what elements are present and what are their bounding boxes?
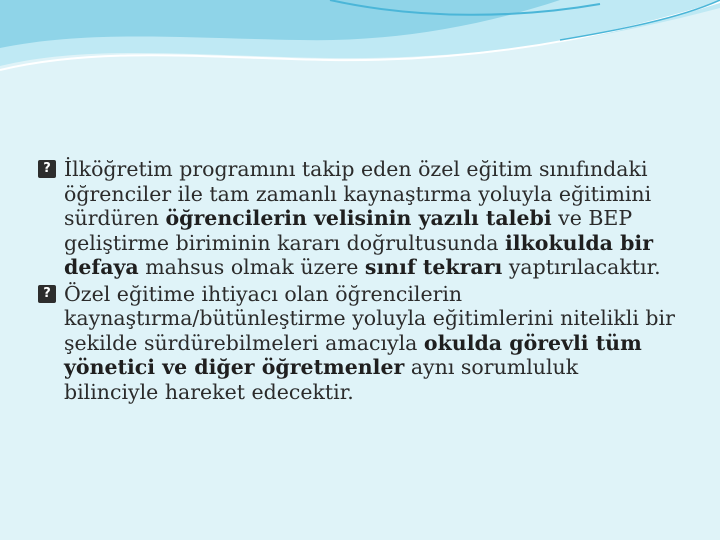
paragraph-1-seg-5: sınıf tekrarı: [364, 255, 503, 279]
bullet-paragraph-1: [38, 157, 678, 280]
bullet-content: [38, 157, 678, 406]
paragraph-1-seg-0: İlköğretim programını takip eden özel eğitim sınıfındaki öğrenciler ile tam zamanlı kaynaştırma yoluyla eğitimini sürdüren: [64, 157, 652, 230]
paragraph-2-seg-0: Özel eğitime ihtiyacı olan öğrencilerin kaynaştırma/bütünleştirme yoluyla eğitimlerini nitelikli bir şekilde sürdürebilmeleri amacıyla: [64, 281, 675, 355]
paragraph-2-seg-1: okulda görevli tüm yönetici ve diğer öğretmenler: [64, 330, 642, 379]
paragraph-1-seg-4: mahsus olmak üzere: [138, 255, 365, 279]
paragraph-1-seg-1: öğrencilerin velisinin yazılı talebi: [165, 206, 552, 230]
bullet-icon: [38, 160, 56, 178]
header-wave-decoration: [0, 0, 720, 90]
paragraph-1-seg-2: ve BEP geliştirme biriminin kararı doğrultusunda: [64, 206, 633, 255]
paragraph-1-seg-6: yaptırılacaktır.: [502, 255, 661, 279]
paragraph-1-seg-3: ilkokulda bir defaya: [64, 230, 654, 279]
bullet-icon: [38, 285, 56, 303]
bullet-paragraph-2: [38, 282, 678, 405]
paragraph-2-seg-2: aynı sorumluluk bilinciyle hareket edecektir.: [64, 355, 579, 404]
